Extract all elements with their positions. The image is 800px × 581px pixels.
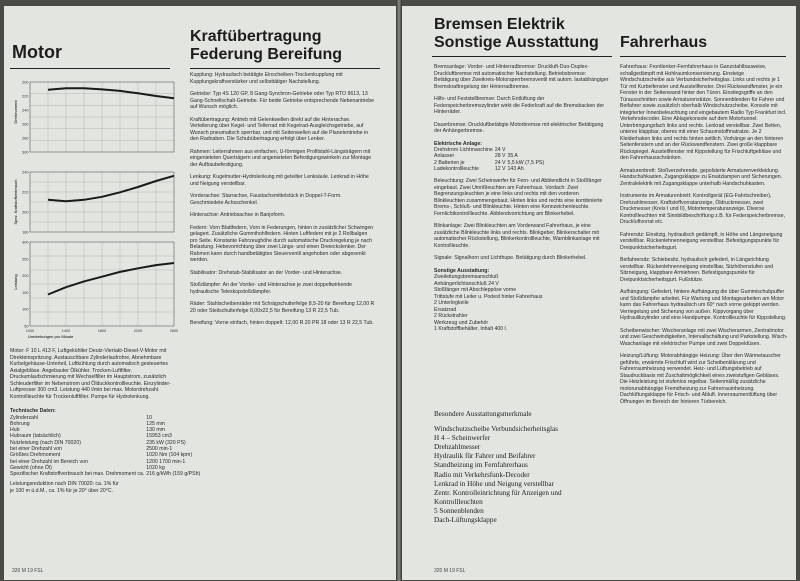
bremsen-title-1: Bremsen Elektrik (434, 16, 565, 33)
tech-data-row-cell: 10 (146, 414, 153, 421)
tech-data-row-cell: Spezifischer Kraftstoffverbrauch bei max. Drehmoment ca. (10, 471, 145, 478)
tech-data-row-cell: bei einer Drehzahl von (10, 445, 62, 452)
sonstige-item: 1 Kraftstoffbehälter, Inhalt 400 l. (434, 326, 508, 333)
chart-ytick-label: 260 (22, 122, 29, 127)
sonstige-item: Trittstufe mit Leiter u. Podest hinter Fahrerhaus (434, 293, 543, 300)
instrumente-text: Instrumente im Armaturenbrett: Kontrollgerät (EG-Fahrtschreiber), Drehzahlmesser, Kraftstoffvorratanzeige, Öldruckmesser, zwei Druckmesser (Kreis I und II), Motortemperaturanzeige. Diverse Kontrollleuchten mit Sinnbildbeschriftung z.B. für Federspeicherbremse, Druckluftvorrat etc. (620, 193, 785, 225)
elektrik-row (434, 166, 546, 172)
motor-title-rule (10, 68, 170, 69)
tech-data-row-cell: 2500 min-1 (146, 445, 173, 452)
beleuchtung-text: Beleuchtung: Zwei Scheinwerfer für Fern- und Abblendlicht in Stoßfänger eingebaut. Zwei Umrißleuchten am Fahrerhaus. Vordach: Zwei Begrenzungsleuchten je eine links und rechts mit den vorderen Blinkleuchten zusammengebaut. Hinten links und rechts eine kombinierte Brems-, Schluß- und Blinkleuchte. Hinten eine Kennzeichenleuchte. Fernlichtkontrollleuchte. Abblendvorrichtung am Blinkerhebel. (434, 178, 603, 217)
tech-data-row-cell: 1020 Nm (104 kpm) (146, 452, 193, 459)
chart-ytick-label: 150 (22, 290, 29, 295)
right-page (402, 6, 796, 580)
chart-xtick-label: 1000 (25, 329, 35, 333)
rahmen-text: Rahmen: Leiterrahmen aus einfachen, U-förmigen Profilstahl-Längsträgern mit eingenieteten Querträgern und angenieteten Befestigungswinkeln zur Montage der Aufbaubefestigung. (190, 148, 372, 168)
performance-chart (8, 74, 178, 342)
left-footer: 320 M 19 FSL (12, 568, 44, 574)
tech-data-row-cell: bei einer Drehzahl im Bereich von (10, 458, 88, 465)
chart-xtick-label: 1400 (61, 329, 71, 333)
brakes-electric-column (434, 64, 610, 333)
elektrik-row-cell: 143 Ah (507, 165, 524, 172)
tech-data-row (10, 471, 202, 477)
tech-data-row-cell: Zylinderzahl (10, 414, 38, 421)
besondere-item: Standheizung im Fernfahrerhaus (434, 461, 528, 470)
fahrerhaus-title: Fahrerhaus (620, 34, 708, 51)
chart-ytick-label: 180 (22, 230, 29, 235)
tech-data-row-cell: 125 mm (146, 420, 166, 427)
tech-data-table (10, 415, 202, 478)
scheibenwischer-text: Scheibenwischer: Wischeranlage mit zwei Wischerarmen, Zentralmotor und zwei Geschwindigkeiten, Intervallschaltung und Parkstellung. Wisch-Waschanlage mit elektrischer Pumpe und zwei Doppeldüsen. (620, 327, 788, 347)
bremsanlage-text: Bremsanlage: Vorder- und Hinterradbremse: Druckluft-Duo-Duplex-Druckluftbremse mit automatischer Nachstellung. Betriebsbremse: Betätigung über Zweikreis-Motorsperrbremsventil mit autom. lastabhängiger Bremskraftregelung der Hinterradbremse. (434, 64, 609, 90)
chart-ytick-label: 220 (22, 94, 29, 99)
fahrersitz-text: Fahrersitz: Einsitzig, hydraulisch gedämpft, in Höhe und Längsneigung verstellbar. Rückenlehnenneigung verstellbar. Befestigungspunkte für Dreipunktsicherheitsgurt. (620, 231, 783, 251)
besondere-item: H 4 – Scheinwerfer (434, 434, 491, 443)
tech-data-row-cell: Nutzleistung (nach DIN 70020) (10, 439, 81, 446)
sonstige-heading: Sonstige Ausstattung: (434, 267, 490, 274)
elektrik-row-cell: 28 V (494, 153, 506, 160)
tech-data-row-cell: Gewicht (ohne Öl) (10, 464, 52, 471)
chart-axis-label-top: Drehmoment (13, 100, 18, 124)
tech-data-row-cell: 1200 1700 min-1 (146, 458, 186, 465)
chart-ytick-label: 50 (24, 324, 29, 329)
besondere-heading: Besondere Ausstattungsmerkmale (434, 410, 532, 418)
sonstige-item: Ersatzrad (434, 306, 457, 313)
besondere-item: 5 Sonnenblenden (434, 506, 484, 515)
besondere-item: Dach-Lüftungsklappe (434, 516, 497, 525)
vorderachse-text: Vorderachse: Starrachse, Faustachsmittelstück in Doppel-T-Form. Geschmiedete Achsschenkel. (190, 193, 342, 206)
tech-data-block (10, 408, 201, 494)
drivetrain-column (190, 72, 376, 333)
kraftuebertragung-text: Kraftübertragung: Antrieb mit Gelenkwellen direkt auf die Hinterachse. Verteilerung über Kegel- und Tellerrad mit Kegelrad-Ausgleichsgetriebe, auf Wunsch pneumatisch sperrbar, und mit Seitenwellen auf die Planetentriebe in den Radnaben. Die Schubübertragung erfolgt über Lenker. (190, 116, 369, 142)
besondere-item: Drehzahlmesser (434, 443, 481, 452)
stabilisator-text: Stabilisator: Drehstab-Stabilisator an der Vorder- und Hinterachse. (190, 269, 343, 276)
tech-data-row-cell: 130 mm (146, 427, 166, 434)
besondere-item: Hydraulik für Fahrer und Beifahrer (434, 452, 536, 461)
chart-ytick-label: 300 (22, 150, 29, 155)
besondere-list (434, 425, 610, 525)
hilfsbremse-text: Hilfs- und Feststellbremse: Durch Entlüftung der Federspeicherbremszylinder wirkt die Federkraft auf die Bremsbacken der Hinterräder. (434, 96, 605, 115)
chart-axis-label-mid: Spez. Kraftstoffverbrauch (13, 179, 18, 225)
bereifung-text: Bereifung: Vorne einfach, hinten doppelt: 12,00 R 20 PR 18 oder 13 R 22,5 Tub. (190, 320, 374, 326)
hinterachse-text: Hinterachse: Antriebsachse in Banjoform. (190, 212, 286, 218)
chart-ytick-label: 240 (22, 108, 29, 113)
besondere-item: Zentr. Kontrolleinrichtung für Anzeigen und Kontrollleuchten (434, 488, 562, 506)
chart-ytick-label: 200 (22, 210, 29, 215)
sonstige-item: Anhängerlichtanschluß 24 V (434, 280, 499, 287)
elektrik-row-cell: 2 Batterien je (434, 159, 465, 166)
chart-ytick-label: 250 (22, 257, 29, 262)
kraft-title-rule (190, 68, 380, 69)
bremsen-title-rule (432, 56, 612, 57)
elektrik-row-cell: Anlasser (434, 153, 455, 160)
bremsen-title-2: Sonstige Ausstattung (434, 34, 599, 51)
dauerbremse-text: Dauerbremse: Druckluftbetätigte Motorbremse mit elektrischer Betätigung der Anhängerbremse. (434, 121, 604, 134)
lenkung-text: Lenkung: Kugelmutter-Hydrolenkung mit geteilter Lenksäule. Lenkrad in Höhe und Neigung verstellbar. (190, 174, 369, 187)
chart-xlabel: Umdrehungen pro Minute (28, 334, 74, 339)
elektrik-row-cell: 24 V (494, 147, 506, 153)
right-footer: 320 M 19 FSL (434, 568, 466, 574)
tech-data-row-cell: 216 g/kWh (159 g/PSh) (146, 471, 201, 478)
elektrik-table (434, 147, 546, 172)
fahrerhaus-title-rule (620, 56, 786, 57)
blinkanlage-text: Blinkanlage: Zwei Blinkleuchten am Vorderwand Fahrerhaus, je eine zusätzliche Blinkleuchte links und rechts. Blinkgeber, Blinkerschalter mit automatischer Rückstellung, Blinkerkontrollleuchte, Warnblinkanlage mit Kontrollleuchte. (434, 223, 600, 249)
tech-data-row-cell: 15953 cm3 (146, 433, 172, 440)
chart-ytick-label: 240 (22, 170, 29, 175)
kraft-title-2: Federung Bereifung (190, 46, 343, 63)
sonstige-item: 2 Unterlegkeile (434, 300, 469, 307)
chart-axis-label-bottom: Leistung (13, 274, 18, 290)
armaturenbrett-text: Armaturenbrett: Stoßverzehrende, gepolsterte Armaturenverkleidung. Handschuhkasten, Zugangsklappe zu Ersatzlampen und Sicherungen. Zentralelektrik mit Zugangsklappe unterhalb Handschuhkasten. (620, 167, 783, 187)
elektrik-row-cell: Drehstrom Lichtmaschine (434, 147, 493, 153)
chart-xtick-label: 1800 (97, 329, 107, 333)
besondere-item: Radio mit Verkehrsfunk-Decoder (434, 470, 530, 479)
sonstige-list (434, 274, 610, 333)
kupplung-text: Kupplung: Hydraulisch betätigte Einscheiben-Trockenkupplung mit Kupplungskraftverstärker und selbsttätiger Nachstellung. (190, 72, 343, 85)
getriebe-text: Getriebe: Typ 4S 120 GP, 8 Gang-Synchron-Getriebe oder Typ RTO 9613, 13 Gang-Schnellschalt-Getriebe. Für beide Getriebe entsprechende Nebenantriebe auf Wunsch möglich. (190, 91, 374, 110)
chart-curve-1 (48, 88, 174, 98)
fahrerhaus-text: Fahrerhaus: Frontlenker-Fernfahrerhaus in Ganzstahlbauweise, schallgedämpft mit Hohlraumkonservierung. Einsteige Windschutzscheibe aus Verbundsicherheitsglas. Links und rechts je 1 Tür mit Kurbelfenster und Ausstellfenster. Drei Rückwandfenster, je ein Fenster in der Seitenwand hinter den Türen. Einstiegsgriffe an den Türausschnitten sowie Armaturenstütze. Sonnenblenden für Fahrer und Beifahrer sowie zusätzlich oberhalb Windschutzscheibe. Konsole mit integrierter Innenbeleuchtung und eingebautem Radio Typ Frankfurt incl. Verkehrsdecoder. Eine Ablagekonsole auf dem Motortunnel. Unterbringungsfach links und rechts. Lenkrad verstellbar. Zwei Betten, unteres klappbar, oberes mit einer Schaumstoffmatratze. Je 2 Kleiderhaken links und rechts hinten seitlich. Vorhänge an den hinteren Seitenfenstern und an der Rückwandfenstern. Zwei große klappbare Rückspiegel. Ausstellfenster mit Kippstellung für Frischluftgebläse und den Fahrerhausschränken. (620, 64, 787, 161)
besondere-block (434, 410, 610, 525)
chart-curve-3 (48, 263, 174, 295)
chart-ytick-label: 200 (22, 274, 29, 279)
tech-data-row-cell: 235 kW (320 PS) (146, 439, 186, 446)
elektrik-row-cell: 12 V (494, 165, 506, 172)
chart-xtick-label: 2200 (133, 329, 143, 333)
chart-ytick-label: 100 (22, 307, 29, 312)
tech-data-row-cell: Größtes Drehmoment (10, 452, 61, 459)
motor-title: Motor (12, 42, 62, 62)
elektrik-row-cell: Ladekontrollleuchte (434, 165, 479, 172)
tech-data-row-cell: Hub (10, 427, 20, 434)
aufhaengung-text: Aufhängung: Gefedert, hintere Aufhängung die über Gummischubpuffer und Stoßdämpfer arbeitet. Für Wartung und Montagearbeiten am Motor kann das Fahrerhaus hydraulisch um 60° nach vorne gekippt werden. Verriegelung und Sicherung von außen. Kippvorgang über Hydraulikzylinder und eine Handpumpe. Kontrollleuchte für Kippstellung. (620, 289, 787, 321)
tech-data-note: Leistungsreduktion nach DIN 70020: ca. 1% für je 100 m ü.d.M., ca. 1% für je 20° über 20°C. (10, 481, 119, 494)
engine-description: Motor: F 10 L 413 F, Luftgekühlter Deutz-Viertakt-Diesel-V-Motor mit Direkteinspritzung. Austauschbare Zylinderlaufrohre, Abnehmbare Kurbelgehäuse-Unterteil, Luftkühlung durch automatisch gesteuertes Axialgebläse. Angebauter Ölkühler. Trocken-Luftfilter. Druckumlaufschmierung mit Wechselfilter im Hauptstrom, zusätzlich Schleuderfilter im Nebenstrom und Ölduckkontrollleuchte. Einzylinder-Luftpresser 300 cm3. Leistung 440 l/min bei max. Motordrehzahl. Kontrollleuchte für Trockenluftfilter. Pumpe für Hydrolenkung. (10, 348, 171, 400)
besondere-item: Lenkrad in Höhe und Neigung verstellbar (434, 479, 554, 488)
kraft-title-1: Kraftübertragung (190, 28, 322, 45)
cab-column (620, 64, 788, 411)
chart-ytick-label: 220 (22, 190, 29, 195)
elektrik-row-cell: 35 A (507, 153, 518, 160)
elektrik-row-cell: 5,5 kW (7,5 PS) (507, 159, 545, 166)
elektrik-heading: Elektrische Anlage: (434, 140, 482, 147)
tech-data-row-cell: 1020 kg (146, 464, 165, 471)
tech-data-heading: Technische Daten: (10, 408, 56, 414)
chart-curve-2 (48, 176, 174, 202)
federn-text: Federn: Vorn Blattfedern, Vorn in Federungen, hinten in zusätzlicher Schwingen gelagert. Zusätzliche Gummihohlfedern. Hinten Luftfedern mit je 2 Rollbalgen pro Seite. Konstante Fahrzeughöhe durch automatische Druckregelung je nach Belastung. Hebevorrichtung über zwei Längs- und einen Dreieckslenker. Der Rahmen kann durch handbetätigtes Steuerventil angehoben oder abgesenkt werden. (190, 224, 374, 263)
beifahrersitz-text: Beifahrersitz: Schiebesitz, hydraulisch gefedert, in Längsrichtung verstellbar. Rückenlehnenneigung einstellbar, Sitzhöhenstufen und Sitzneigung, klappbare Armlehnen. Befestigungspunkte für Dreipunktsicherheitsgurt. Fußstütze. (620, 257, 774, 283)
chart-ytick-label: 280 (22, 136, 29, 141)
tech-data-row-cell: Bohrung (10, 420, 30, 427)
sonstige-item: Werkzeug und Zubehör (434, 319, 489, 326)
sonstige-item: Zweileitungsbremsanschluß (434, 274, 499, 281)
heizung-text: Heizung/Lüftung: Motorabhängige Heizung: Über den Wärmetauscher geführte, erwärmte Frischluft wird zur Scheibenklärung und Fahrerraumheizung verwendet. Heiz- und Lüftungsbetrieb auf Staudruckbasis mit Zuschaltmöglichkeit eines zweistufigen Gebläses. Die Heizleistung ist stufenlos regelbar. Seitenmäßig zusätzliche motorunabhängige Fremdheizung zur Fahrerraumheizung. Dachlüftungsklappe für Frisch- und Abluft. Innenraumentlüftung über Öffnungen im Bereich der hinteren Türbereich. (620, 353, 781, 405)
tech-data-row-cell: Hubraum (tatsächlich) (10, 433, 61, 440)
besondere-item: Windschutzscheibe Verbundsicherheitsglas (434, 425, 558, 434)
chart-ytick-label: 200 (22, 80, 29, 85)
raeder-text: Räder: Stahlscheibenräder mit Schrägschulterfelge 8,5-20 für Bereifung 12,00 R 20 oder Steilschulterfelge 8,00x22,5 für Bereifung 13 R 22,5 Tub. (190, 301, 375, 314)
stossdaempfer-text: Stoßdämpfer: An der Vorder- und Hinterachse je zwei doppeltwirkende hydraulische Teleskopstoßdämpfer. (190, 282, 353, 295)
left-page (4, 6, 396, 580)
elektrik-row-cell: 24 V (494, 159, 506, 166)
sonstige-item: 2 Rückstrahler (434, 313, 468, 320)
chart-ytick-label: 300 (22, 240, 29, 245)
signale-text: Signale: Signalhorn und Lichthupe. Betätigung durch Blinkerhebel. (434, 255, 587, 262)
chart-xtick-label: 2600 (169, 329, 178, 333)
sonstige-item: Stoßfänger mit Abschleppöse vorne (434, 287, 517, 294)
